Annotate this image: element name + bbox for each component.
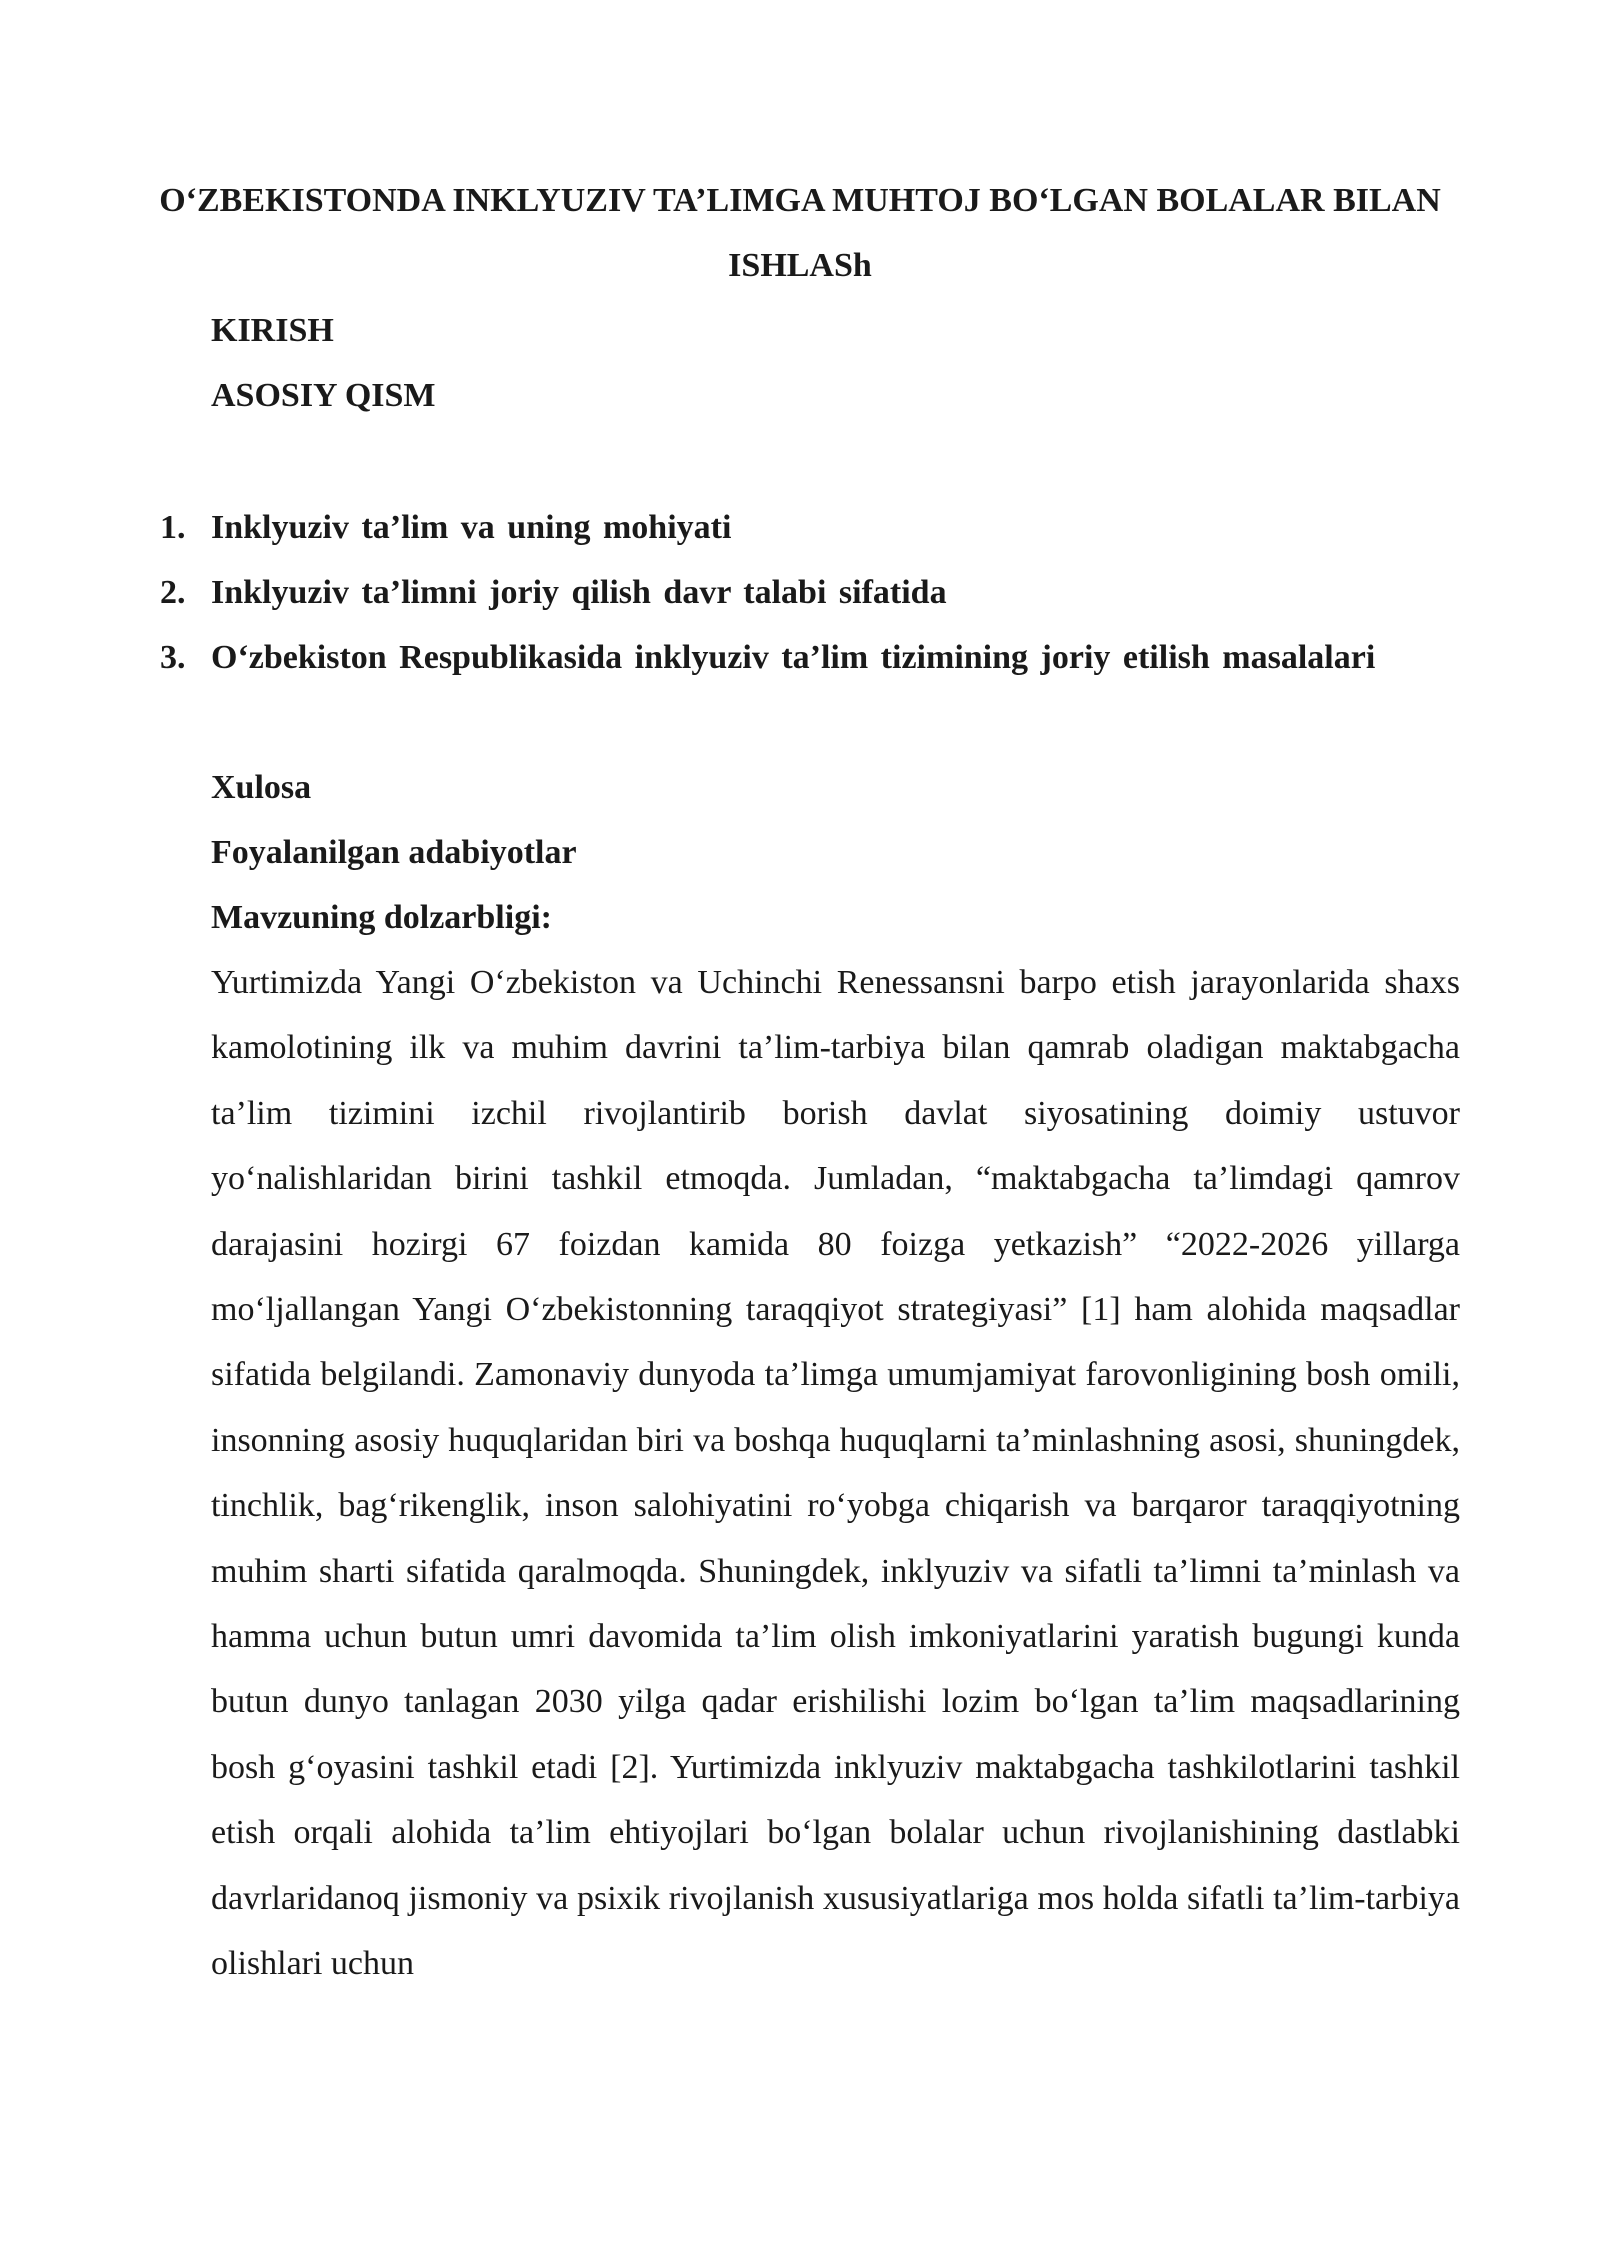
body-paragraph: Yurtimizda Yangi O‘zbekiston va Uchinchi Renessansni barpo etish jarayonlarida shaxs kamolotining ilk va muhim davrini ta’lim-tarbiya bilan qamrab oladigan maktabgacha ta’lim tizimini izchil rivojlantirib borish davlat siyosatining doimiy ustuvor yo‘nalishlaridan birini tashkil etmoqda. Jumladan, “maktabgacha ta’limdagi qamrov darajasini hozirgi 67 foizdan kamida 80 foizga yetkazish” “2022-2026 yillarga mo‘ljallangan Yangi O‘zbekistonning taraqqiyot strategiyasi” [1] ham alohida maqsadlar sifatida belgilandi. Zamonaviy dunyoda ta’limga umumjamiyat farovonligining bosh omili, insonning asosiy huquqlaridan biri va boshqa huquqlarni ta’minlashning asosi, shuningdek, tinchlik, bag‘rikenglik, inson salohiyatini ro‘yobga chiqarish va barqaror taraqqiyotning muhim sharti sifatida qaralmoqda. Shuningdek, inklyuziv va sifatli ta’limni ta’minlash va hamma uchun butun umri davomida ta’lim olish imkoniyatlarini yaratish bugungi kunda butun dunyo tanlagan 2030 yilga qadar erishilishi lozim bo‘lgan ta’lim maqsadlarining bosh g‘oyasini tashkil etadi [2]. Yurtimizda inklyuziv maktabgacha tashkilotlarini tashkil etish orqali alohida ta’lim ehtiyojlari bo‘lgan bolalar uchun rivojlanishining dastlabki davrlaridanoq jismoniy va psixik rivojlanish xususiyatlariga mos holda sifatli ta’lim-tarbiya olishlari uchun [211, 964, 1460, 1983]
toc-item [160, 495, 1460, 560]
toc-item-text: Inklyuziv ta’lim va uning mohiyati [211, 509, 732, 546]
toc-item-text: O‘zbekiston Respublikasida inklyuziv ta’lim tizimining joriy etilish masalalari [211, 639, 1376, 676]
heading-references: Foyalanilgan adabiyotlar [211, 834, 577, 871]
document-title: O‘ZBEKISTONDA INKLYUZIV TA’LIMGA MUHTOJ BO‘LGAN BOLALAR BILAN ISHLASh [159, 182, 1441, 284]
toc-item [160, 560, 1460, 625]
toc-item-number: 3. [160, 639, 186, 676]
heading-main-part: ASOSIY QISM [211, 377, 436, 414]
table-of-contents [160, 495, 1460, 690]
heading-introduction: KIRISH [211, 312, 334, 349]
toc-item-number: 1. [160, 509, 186, 546]
toc-item [160, 625, 1460, 690]
toc-item-text: Inklyuziv ta’limni joriy qilish davr talabi sifatida [211, 574, 947, 611]
heading-conclusion: Xulosa [211, 769, 312, 806]
toc-item-number: 2. [160, 574, 186, 611]
heading-relevance: Mavzuning dolzarbligi: [211, 899, 552, 936]
